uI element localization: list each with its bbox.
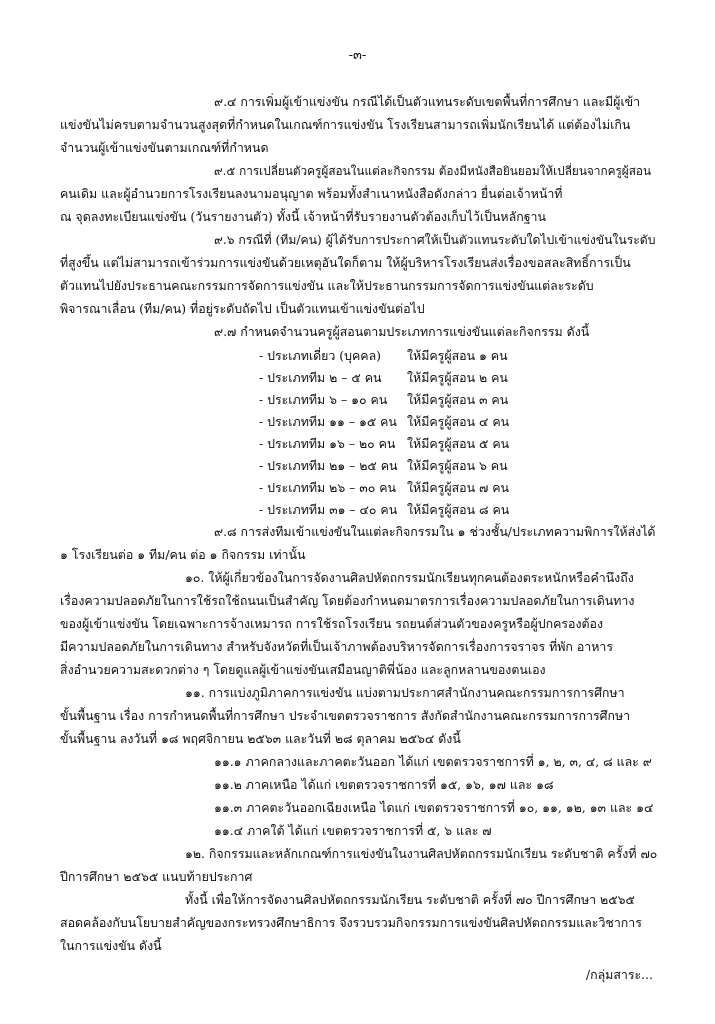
tier-type: - ประเภททีม ๑๖ – ๒๐ คน [259,436,396,451]
tier-teachers: ให้มีครูผู้สอน ๑ คน [407,348,508,363]
paragraph-line: เรื่องความปลอดภัยในการใช้รถใช้ถนนเป็นสำคัญ โดยต้องกำหนดมาตรการเรื่องความปลอดภัยในการเดินทาง [60,593,635,608]
paragraph-line: ๙.๔ การเพิ่มผู้เข้าแข่งขัน กรณีได้เป็นตัวแทนระดับเขตพื้นที่การศึกษา และมีผู้เข้า [214,94,641,109]
tier-teachers: ให้มีครูผู้สอน ๕ คน [407,436,510,451]
continuation-note: /กลุ่มสาระ... [585,967,653,982]
paragraph-line: สิ่งอำนวยความสะดวกต่าง ๆ โดยดูแลผู้เข้าแข่งขันเสมือนญาติพี่น้อง และลูกหลานของตนเอง [60,662,546,677]
paragraph-line: สอดคล้องกับนโยบายสำคัญของกระทรวงศึกษาธิการ จึงรวบรวมกิจกรรมการแข่งขันศิลปหัตถกรรมและวิชาการ [60,915,642,930]
tier-type: - ประเภททีม ๖ – ๑๐ คน [259,392,388,407]
paragraph-line: ๙.๕ การเปลี่ยนตัวครูผู้สอนในแต่ละกิจกรรม ต้องมีหนังสือยินยอมให้เปลี่ยนจากครูผู้สอน [214,164,652,178]
paragraph-line: พิจารณาเลื่อน (ทีม/คน) ที่อยู่ระดับถัดไป เป็นตัวแทนเข้าแข่งขันต่อไป [60,301,425,316]
paragraph-line: ๑๑.๓ ภาคตะวันออกเฉียงเหนือ ไดแก่ เขตตรวจราชการที่ ๑๐, ๑๑, ๑๒, ๑๓ และ ๑๔ [214,800,654,815]
paragraph-line: ๑๒. กิจกรรมและหลักเกณฑ์การแข่งขันในงานศิลปหัตถกรรมนักเรียน ระดับชาติ ครั้งที่ ๗๐ [185,846,658,861]
paragraph-line: คนเดิม และผู้อำนวยการโรงเรียนลงนามอนุญาต พร้อมทั้งสำเนาหนังสือดังกล่าว ยื่นต่อเจ้าหน้าที่ [60,186,563,201]
tier-type: - ประเภททีม ๒ – ๕ คน [259,370,382,385]
paragraph-line: ปีการศึกษา ๒๕๖๕ แนบท้ายประกาศ [60,869,253,884]
paragraph-line: ทั้งนี้ เพื่อให้การจัดงานศิลปหัตถกรรมนักเรียน ระดับชาติ ครั้งที่ ๗๐ ปีการศึกษา ๒๕๖๕ [185,892,635,907]
paragraph-line: ๙.๖ กรณีที่ (ทีม/คน) ผู้ได้รับการประกาศให้เป็นตัวแทนระดับใดไปเข้าแข่งขันในระดับ [214,233,656,247]
paragraph-line: ๑๑.๒ ภาคเหนือ ได้แก่ เขตตรวจราชการที่ ๑๕, ๑๖, ๑๗ และ ๑๘ [214,777,554,792]
paragraph-line: ๑ โรงเรียนต่อ ๑ ทีม/คน ต่อ ๑ กิจกรรม เท่านั้น [60,547,306,562]
paragraph-line: มีความปลอดภัยในการเดินทาง สำหรับจังหวัดที่เป็นเจ้าภาพต้องบริหารจัดการเรื่องการจราจร ที่พัก อาหาร [60,639,614,654]
tier-teachers: ให้มีครูผู้สอน ๗ คน [407,480,510,495]
tier-type: - ประเภททีม ๒๖ – ๓๐ คน [259,480,396,495]
list-item [259,347,508,366]
tier-teachers: ให้มีครูผู้สอน ๖ คน [407,458,508,473]
list-item [259,391,508,410]
tier-type: - ประเภททีม ๑๑ – ๑๕ คน [259,414,397,429]
tier-type: - ประเภทเดี่ยว (บุคคล) [259,348,382,363]
paragraph-line: ๙.๘ การส่งทีมเข้าแข่งขันในแต่ละกิจกรรมใน ๑ ช่วงชั้น/ประเภทความพิการให้ส่งได้ [214,524,656,539]
list-item [259,413,509,432]
list-item [259,501,509,520]
tier-teachers: ให้มีครูผู้สอน ๒ คน [407,370,508,385]
page-number: -๓- [348,48,367,63]
paragraph-line: ๑๑. การแบ่งภูมิภาคการแข่งขัน แบ่งตามประกาศสำนักงานคณะกรรมการการศึกษา [185,685,625,700]
list-item [259,369,508,388]
tier-type: - ประเภททีม ๒๑ – ๒๕ คน [259,458,398,473]
paragraph-line: ๑๐. ให้ผู้เกี่ยวข้องในการจัดงานศิลปหัตถกรรมนักเรียนทุกคนต้องตระหนักหรือคำนึงถึง [185,570,634,585]
paragraph-line: ๑๑.๔ ภาคใต้ ได้แก่ เขตตรวจราชการที่ ๕, ๖ และ ๗ [214,823,492,838]
paragraph-line: ขั้นพื้นฐาน ลงวันที่ ๑๘ พฤศจิกายน ๒๕๖๓ และวันที่ ๒๘ ตุลาคม ๒๕๖๔ ดังนี้ [60,731,461,746]
tier-teachers: ให้มีครูผู้สอน ๓ คน [407,392,509,407]
paragraph-line: ที่สูงขึ้น แต่ไม่สามารถเข้าร่วมการแข่งขันด้วยเหตุอันใดก็ตาม ให้ผู้บริหารโรงเรียนส่งเรื่องขอสละสิทธิ์การเป็น [60,255,631,270]
paragraph-line: แข่งขันไม่ครบตามจำนวนสูงสุดที่กำหนดในเกณฑ์การแข่งขัน โรงเรียนสามารถเพิ่มนักเรียนได้ แต่ต้องไม่เกิน [60,117,631,132]
tier-teachers: ให้มีครูผู้สอน ๘ คน [407,502,510,517]
paragraph-line: ๙.๗ กำหนดจำนวนครูผู้สอนตามประเภทการแข่งขันแต่ละกิจกรรม ดังนี้ [214,324,590,339]
paragraph-line: ตัวแทนไปยังประธานคณะกรรมการจัดการแข่งขัน และให้ประธานกรรมการจัดการแข่งขันแต่ละระดับ [60,278,594,293]
paragraph-line: จำนวนผู้เข้าแข่งขันตามเกณฑ์ที่กำหนด [60,140,269,155]
tier-teachers: ให้มีครูผู้สอน ๔ คน [407,414,510,429]
paragraph-line: ขั้นพื้นฐาน เรื่อง การกำหนดพื้นที่การศึกษา ประจำเขตตรวจราชการ สังกัดสำนักงานคณะกรรมการการศึกษา [60,708,631,723]
paragraph-line: ๑๑.๑ ภาคกลางและภาคตะวันออก ได้แก่ เขตตรวจราชการที่ ๑, ๒, ๓, ๔, ๘ และ ๙ [214,754,652,769]
tier-type: - ประเภททีม ๓๑ – ๔๐ คน [259,502,398,517]
paragraph-line: ของผู้เข้าแข่งขัน โดยเฉพาะการจ้างเหมารถ การใช้รถโรงเรียน รถยนต์ส่วนตัวของครูหรือผู้ปกครองต้อง [60,616,604,631]
paragraph-line: ในการแข่งขัน ดังนี้ [60,938,162,953]
list-item [259,479,509,498]
list-item [259,457,508,476]
paragraph-line: ณ จุดลงทะเบียนแข่งขัน (วันรายงานตัว) ทั้งนี้ เจ้าหน้าที่รับรายงานตัวต้องเก็บไว้เป็นหลักฐาน [60,209,546,224]
list-item [259,435,509,454]
